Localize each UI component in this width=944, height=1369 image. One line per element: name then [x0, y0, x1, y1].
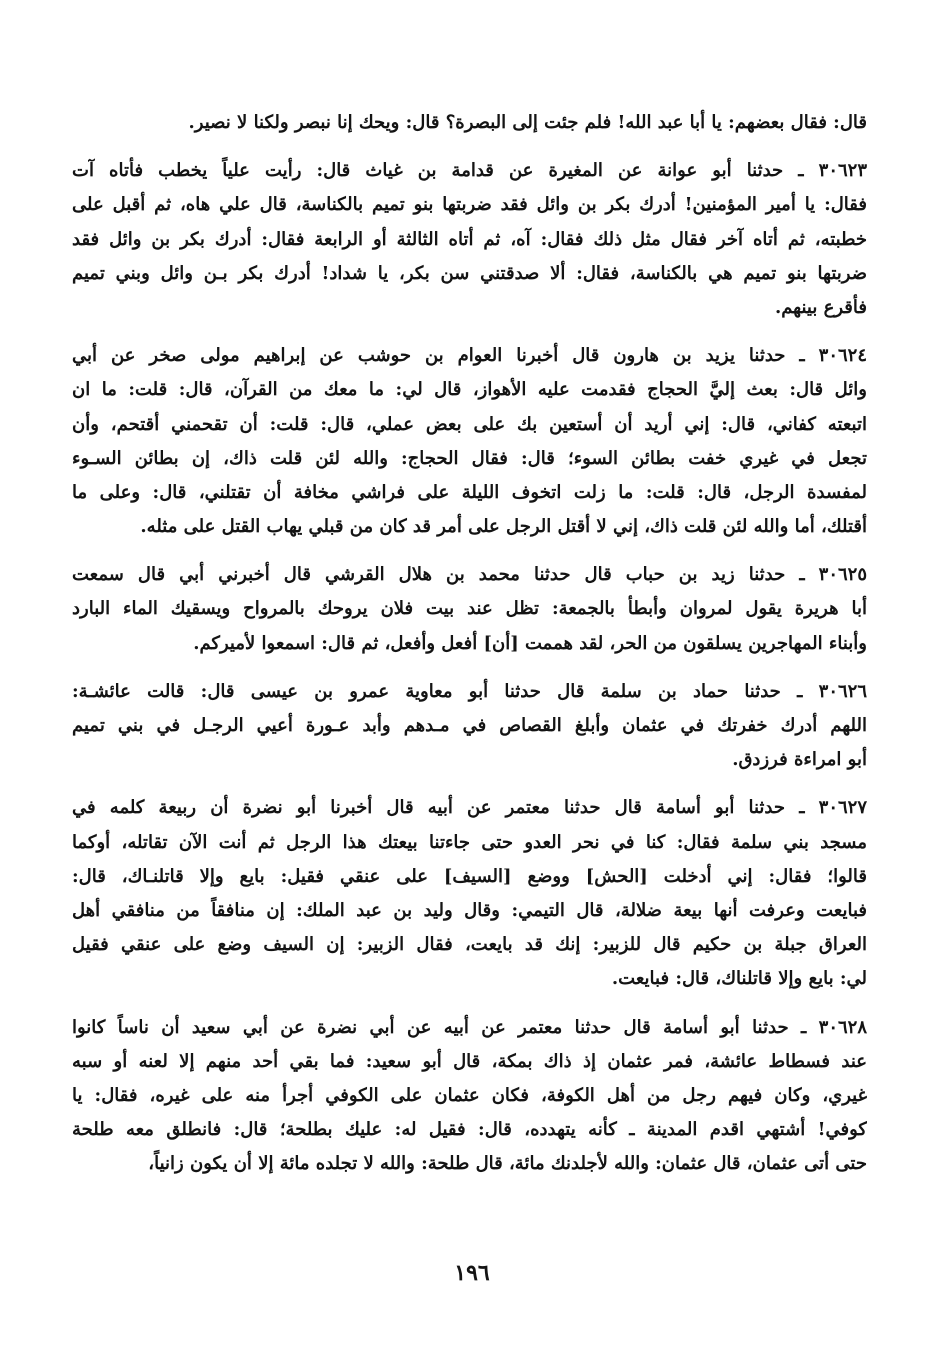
text-line: أقتلك، أما والله لئن قلت ذاك، إني لا أقتل الرجل على أمر قد كان من قبلي يهاب القتل على مثله. [140, 516, 867, 538]
paragraph-gap [72, 325, 867, 339]
text-line: تجعل في غيري خفت بطائن السوء؛ قال: فقال الحجاج: والله لئن قلت ذاك، إن بطائن السـوء [72, 447, 867, 469]
text-line: كوفي! أشتهي اقدم المدينة ـ كأنه يتهدده، قال: فقيل له: عليك بطلحة؛ قال: فانطلق معه طلحة [72, 1119, 867, 1141]
paragraph [72, 154, 867, 325]
text-line: عند فسطاط عائشة، فمر عثمان إذ ذاك بمكة، قال أبو سعيد: فما بقي أحد منهم إلا لعنه أو سبه [72, 1050, 867, 1072]
paragraph-gap [72, 997, 867, 1011]
paragraph [72, 339, 867, 544]
paragraph [72, 1011, 867, 1182]
text-line: ٣٠٦٢٨ ـ حدثنا أبو أسامة قال حدثنا معتمر عن أبيه عن أبي نضرة عن أبي سعيد أن ناساً كانوا [72, 1016, 867, 1038]
paragraph-gap [72, 140, 867, 154]
text-line: غيري، وكان فيهم رجل من أهل الكوفة، فكان عثمان على الكوفي أجرأ منه على غيره، فقال: يا [72, 1084, 867, 1106]
paragraph [72, 558, 867, 661]
text-line: ٣٠٦٢٣ ـ حدثنا أبو عوانة عن المغيرة عن قدامة بن غياث قال: رأيت علياً يخطب فأتاه آت [72, 160, 867, 182]
text-line: قالوا؛ فقال: إني أدخلت [الحش] ووضع [السيف] على عنقي فقيل: بايع وإلا قاتلنـاك، قال: [72, 865, 867, 887]
text-line: ٣٠٦٢٥ ـ حدثنا زيد بن حباب قال حدثنا محمد بن هلال القرشي قال أخبرني أبي قال سمعت [72, 564, 867, 586]
text-line: أبا هريرة يقول لمروان وأبطأ بالجمعة: تظل عند بيت فلان يروحك بالمرواح ويسقيك الماء البارد [72, 598, 867, 620]
text-line: قال: فقال بعضهم: يا أبا عبد الله! فلم جئت إلى البصرة؟ قال: ويحك إنا نبصر ولكنا لا نصير. [188, 112, 867, 133]
text-line: ٣٠٦٢٤ ـ حدثنا يزيد بن هارون قال أخبرنا العوام بن حوشب عن إبراهيم مولى صخر عن أبي [72, 345, 867, 367]
text-line: اتبعته كفاني، قال: إني أريد أن أستعين بك على بعض عملي، قال: قلت: أن تقحمني أقتحم، وأن [72, 413, 867, 435]
paragraph [72, 791, 867, 996]
paragraph [72, 675, 867, 778]
text-line: خطبته، ثم أتاه آخر فقال مثل ذلك فقال: آه، ثم أتاه الثالثة أو الرابعة فقال: أدرك بكر بن وائل فقد [72, 228, 867, 250]
page-number: ١٩٦ [454, 1260, 490, 1286]
text-line: اللهم أدرك خفرتك في عثمان وأبلغ القصاص في مـدهم وأبد عـورة أعيي الرجـل في بني تميم [72, 715, 867, 736]
text-line: ٣٠٦٢٦ ـ حدثنا حماد بن سلمة قال حدثنا أبو معاوية عمرو بن عيسى قال: قالت عائشـة: [72, 680, 867, 702]
paragraph-gap [72, 777, 867, 791]
text-line: فأقرع بينهم. [774, 296, 867, 318]
text-line: لي: بايع وإلا قاتلناك، قال: فبايعت. [611, 968, 867, 990]
text-line: وأبناء المهاجرين يسلقون من الحر، لقد هممت [أن] أفعل وأفعل، ثم قال: اسمعوا لأميركم. [193, 632, 867, 654]
text-column [72, 106, 867, 1181]
text-line: العراق جبلة بن حكيم قال للزبير: إنك قد بايعت، فقال الزبير: إن السيف وضع على عنقي فقيل [72, 934, 867, 956]
text-line: ضربتها بنو تميم هي بالكناسة، فقال: ألا صدقتني سن بكر، يا شداد! أدرك بكر بـن وائل وبني تميم [72, 262, 867, 284]
text-line: لمفسدة الرجل، قال: قلت: ما زلت اتخوف الليلة على فراشي مخافة أن تقتلني، قال: وعلى ما [72, 481, 867, 503]
text-line: ٣٠٦٢٧ ـ حدثنا أبو أسامة قال حدثنا معتمر عن أبيه قال أخبرنا أبو نضرة أن ربيعة كلمه في [72, 797, 867, 819]
text-line: حتى أتى عثمان، قال عثمان: والله لأجلدنك مائة، قال طلحة: والله لا تجلده مائة إلا أن يكون زانياً، [148, 1153, 867, 1175]
paragraph [72, 106, 867, 140]
text-line: فقال: يا أمير المؤمنين! أدرك بكر بن وائل فقد ضربتها بنو تميم بالكناسة، قال علي هاه، ثم أقبل على [72, 194, 867, 216]
text-line: وائل قال: بعث إليَّ الحجاج فقدمت عليه الأهواز، قال لي: ما معك من القرآن، قال: قلت: ما ان [72, 379, 867, 401]
text-line: أبو امراءة فرزدق. [732, 749, 867, 771]
text-line: مسجد بني سلمة فقال: كنا في نحر العدو حتى جاءتنا بيعتك هذا الرجل ثم أنت الآن تقاتله، أوكما [72, 831, 867, 853]
text-line: فبايعت وعرفت أنها بيعة ضلالة، قال التيمي: وقال وليد بن عبد الملك: إن منافقاً من منافقي أهل [72, 899, 867, 921]
paragraph-gap [72, 544, 867, 558]
paragraph-gap [72, 661, 867, 675]
